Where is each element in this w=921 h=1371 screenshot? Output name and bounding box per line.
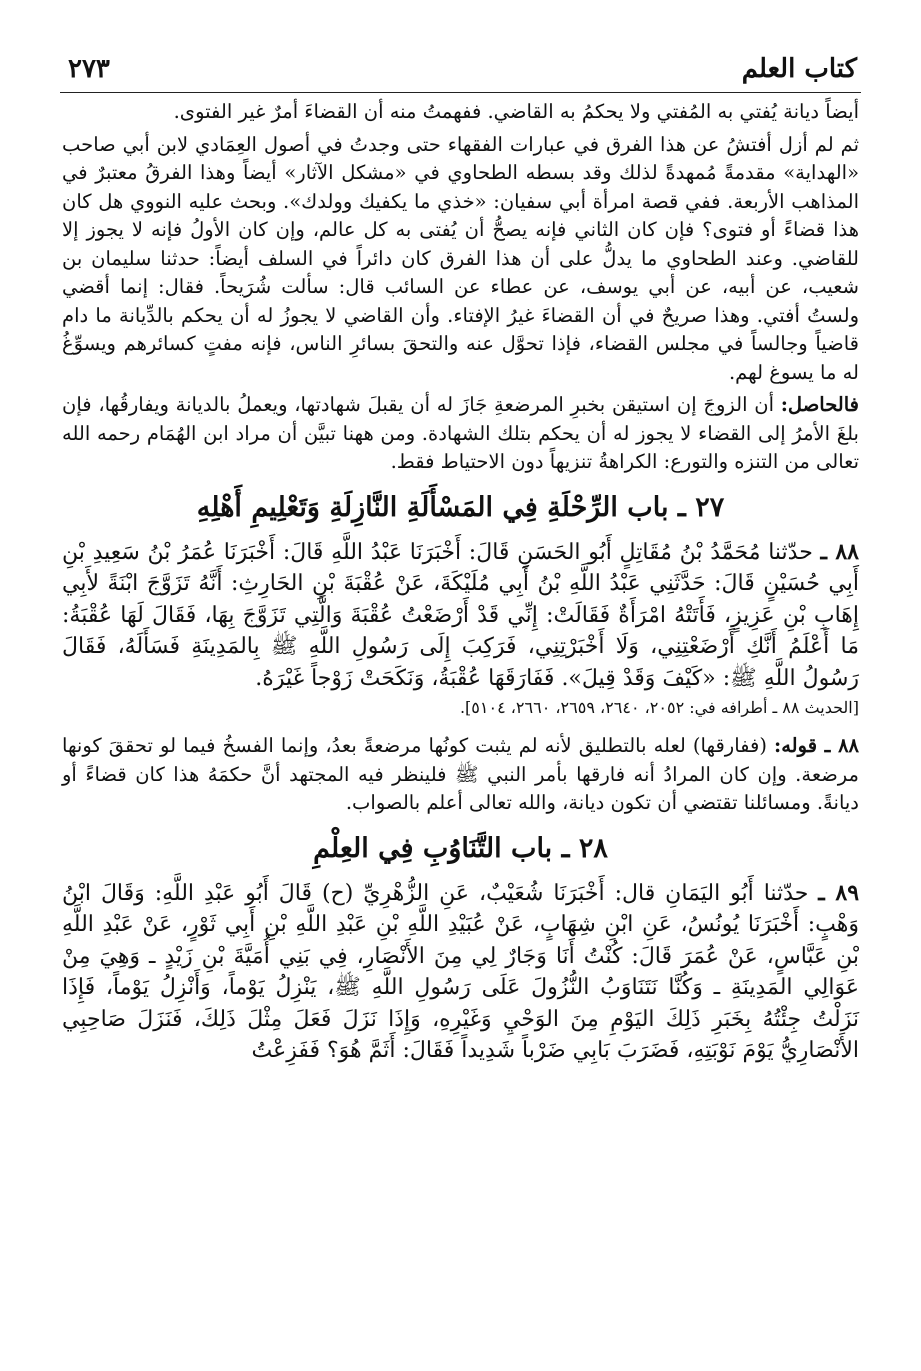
commentary-label: ٨٨ ـ قوله: [774, 734, 860, 757]
hadith-text: حدّثنا مُحَمَّدُ بْنُ مُقَاتِلٍ أَبُو الحَسَنِ قَالَ: أَخْبَرَنَا عَبْدُ اللَّهِ قَالَ: أَخْبَرَنَا عُمَرُ بْنُ سَعِيدِ بْنِ أَبِي حُسَيْنٍ قَالَ: حَدَّثَنِي عَبْدُ اللَّهِ بْنُ أَبِي مُلَيْكَةَ، عَنْ عُقْبَةَ بْنِ الحَارِثِ: أَنَّهُ تَزَوَّجَ ابْنَةً لأَبِي إِهَابِ بْنِ عَزِيزٍ، فَأَتَتْهُ امْرَأَةٌ فَقَالَتْ: إِنِّي قَدْ أَرْضَعْتُ عُقْبَةَ وَالَّتِي تَزَوَّجَ بِهَا، فَقَالَ لَهَا عُقْبَةُ: مَا أَعْلَمُ أَنَّكِ أَرْضَعْتِنِي، وَلَا أَخْبَرْتِنِي، فَرَكِبَ إِلَى رَسُولِ اللَّهِ ﷺ بِالمَدِينَةِ فَسَأَلَهُ، فَقَالَ رَسُولُ اللَّهِ ﷺ: «كَيْفَ وَقَدْ قِيلَ». فَفَارَقَهَا عُقْبَةُ، وَنَكَحَتْ زَوْجاً غَيْرَهُ. [62, 539, 859, 691]
hadith-88 [62, 537, 859, 695]
running-title: كتاب العلم [741, 54, 857, 84]
hadith-text: حدّثنا أَبُو اليَمَانِ قال: أَخْبَرَنَا شُعَيْبٌ، عَنِ الزُّهْرِيِّ (ح) قَالَ أَبُو عَبْدِ اللَّهِ: وَقَالَ ابْنُ وَهْبٍ: أَخْبَرَنَا يُونُسُ، عَنِ ابْنِ شِهَابٍ، عَنْ عُبَيْدِ اللَّهِ بْنِ عَبْدِ اللَّهِ بْنِ أَبِي ثَوْرٍ، عَنْ عَبْدِ اللَّهِ بْنِ عَبَّاسٍ، عَنْ عُمَرَ قَالَ: كُنْتُ أَنَا وَجَارٌ لِي مِنَ الأَنْصَارِ، فِي بَنِي أُمَيَّةَ بْنِ زَيْدٍ ـ وَهِيَ مِنْ عَوَالِي المَدِينَةِ ـ وَكُنَّا نَتَنَاوَبُ النُّزُولَ عَلَى رَسُولِ اللَّهِ ﷺ، يَنْزِلُ يَوْماً، وَأَنْزِلُ يَوْماً، فَإِذَا نَزَلْتُ جِئْتُهُ بِخَبَرِ ذَلِكَ اليَوْمِ مِنَ الوَحْيِ وَغَيْرِهِ، وَإِذَا نَزَلَ فَعَلَ مِثْلَ ذَلِكَ، فَنَزَلَ صَاحِبِي الأَنْصَارِيُّ يَوْمَ نَوْبَتِهِ، فَضَرَبَ بَابِي ضَرْباً شَدِيداً فَقَالَ: أَثَمَّ هُوَ؟ فَفَزِعْتُ [62, 880, 859, 1063]
hadith-89 [62, 878, 859, 1067]
chapter-heading-27: ٢٧ ـ باب الرِّحْلَةِ فِي المَسْأَلَةِ النَّازِلَةِ وَتَعْلِيمِ أَهْلِهِ [196, 491, 725, 523]
commentary-88 [62, 732, 859, 818]
summary-label: فالحاصل: [780, 393, 859, 416]
hadith-references: [الحديث ٨٨ ـ أطرافه في: ٢٠٥٢، ٢٦٤٠، ٢٦٥٩، ٢٦٦٠، ٥١٠٤]. [459, 698, 859, 717]
page-number: ٢٧٣ [68, 54, 110, 84]
header-divider [60, 92, 861, 93]
page-body [62, 98, 859, 1067]
summary-paragraph [62, 391, 859, 477]
commentary-paragraph: أيضاً ديانة يُفتي به المُفتي ولا يحكمُ به القاضي. ففهمتُ منه أن القضاءَ أمرٌ غير الفتوى. [173, 100, 859, 123]
hadith-number: ٨٩ ـ [818, 879, 860, 906]
spacer [62, 720, 859, 732]
commentary-text: (ففارقها) لعله بالتطليق لأنه لم يثبت كونُها مرضعةً بعدُ، وإنما الفسخُ فيما لو تحققَ كونها مرضعة. وإن كان المرادُ أنه فارقها بأمر النبي ﷺ فلينظر فيه المجتهد أنَّ حكمَهُ هذا كان قضاءً أو ديانةً. ومسائلنا تقتضي أن تكون ديانة، والله تعالى أعلم بالصواب. [62, 734, 859, 814]
hadith-number: ٨٨ ـ [820, 538, 859, 565]
running-header [60, 40, 861, 90]
chapter-heading-28: ٢٨ ـ باب التَّنَاوُبِ فِي العِلْمِ [313, 832, 608, 864]
summary-text: أن الزوجَ إن استيقن بخبرِ المرضعةِ جَازَ له أن يقبلَ شهادتها، ويعملُ بالديانة ويفارقُها، فإن بلغَ الأمرُ إلى القضاء لا يجوز له أن يحكم بتلك الشهادة. ومن ههنا تبيَّن أن مراد ابن الهُمَام رحمه الله تعالى من التنزه والتورع: الكراهةُ تنزيهاً دون الاحتياط فقط. [62, 393, 859, 473]
commentary-paragraph: ثم لم أزل أفتشُ عن هذا الفرق في عبارات الفقهاء حتى وجدتُ في أصول العِمَادي لابن أبي صاحب «الهداية» مقدمةً مُمهدةً لذلك وقد بسطه الطحاوي في «مشكل الآثار» أيضاً وهذا الفرقُ معتبرٌ في المذاهب الأربعة. ففي قصة امرأة أبي سفيان: «خذي ما يكفيك وولدك». وبحث عليه النووي هل كان هذا قضاءً أو فتوى؟ فإن كان الثاني فإنه يصحُّ أن يُفتى به كل عالم، وإن كان الأولُ فإنه لا يجوز إلا للقاضي. وعند الطحاوي ما يدلُّ على أن هذا الفرق كان دائراً في السلف أيضاً: حدثنا سليمان بن شعيب، عن أبيه، عن أبي يوسف، عن عطاء عن السائب قال: سألت شُرَيحاً. فقال: إنما أقضي ولستُ أفتي. وهذا صريحٌ في أن القضاءَ غيرُ الإفتاء. وأن القاضي لا يجوزُ له أن يحكم بالدِّيانة ما دام قاضياً وجالساً في مجلس القضاء، فإذا تحوَّل عنه والتحقَ بسائرِ الناس، فإنه مفتٍ كسائرهم ويسوِّغُ له ما يسوغ لهم. [62, 132, 859, 384]
